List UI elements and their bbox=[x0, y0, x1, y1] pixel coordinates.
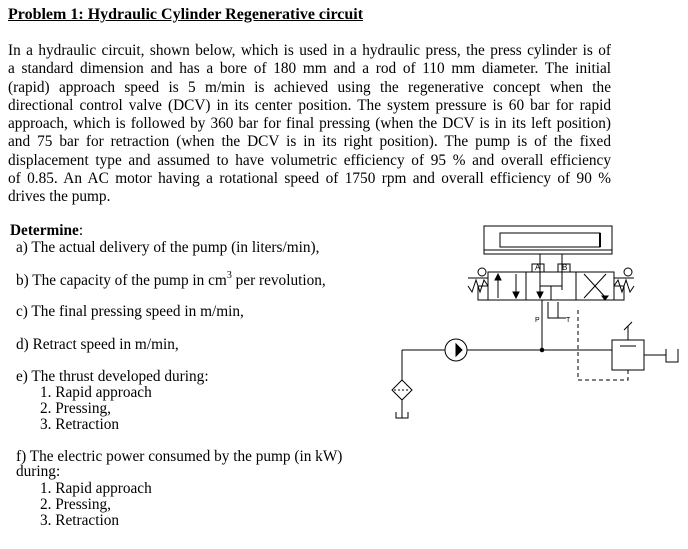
determine-heading: Determine: bbox=[10, 222, 84, 239]
question-f: f) The electric power consumed by the pump (in kW) bbox=[16, 448, 343, 465]
question-e-item: 3. Retraction bbox=[40, 416, 120, 433]
paragraph-line: drives the pump. bbox=[8, 188, 111, 206]
pump bbox=[445, 339, 467, 361]
port-t-label: T bbox=[566, 317, 571, 324]
question-e-item: 1. Rapid approach bbox=[40, 384, 152, 401]
paragraph-line: approach, which is followed by 360 bar for final pressing (when the DCV is in its left position) bbox=[8, 115, 611, 133]
question-e: e) The thrust developed during: bbox=[16, 368, 209, 385]
press-cylinder bbox=[484, 226, 612, 254]
relief-valve bbox=[612, 322, 678, 370]
problem-title: Problem 1: Hydraulic Cylinder Regenerative circuit bbox=[8, 6, 364, 23]
question-f-item: 2. Pressing, bbox=[40, 496, 111, 513]
paragraph-line: displacement type and assumed to have volumetric efficiency of 95 % and overall efficiency bbox=[8, 151, 611, 169]
question-a: a) The actual delivery of the pump (in liters/min), bbox=[16, 239, 320, 256]
question-f-cont: during: bbox=[16, 463, 61, 480]
paragraph-line: and 75 bar for retraction (when the DCV is in its right position). The pump is of the fixed bbox=[8, 133, 611, 151]
question-e-item: 2. Pressing, bbox=[40, 400, 111, 417]
port-p-label: P bbox=[535, 317, 540, 324]
port-a-label: A bbox=[535, 263, 541, 272]
filter bbox=[392, 380, 412, 418]
paragraph-line: (rapid) approach speed is 5 m/min is achieved using the regenerative concept when the bbox=[8, 78, 611, 96]
question-d: d) Retract speed in m/min, bbox=[16, 336, 179, 353]
port-b-label: B bbox=[562, 263, 568, 272]
directional-control-valve bbox=[468, 264, 634, 300]
question-f-item: 3. Retraction bbox=[40, 512, 120, 529]
question-c: c) The final pressing speed in m/min, bbox=[16, 303, 244, 320]
question-b: b) The capacity of the pump in $cm^3$ per revolution, bbox=[16, 270, 326, 289]
paragraph-line: a standard dimension and has a bore of 180 mm and a rod of 110 mm diameter. The initial bbox=[8, 60, 611, 78]
question-f-item: 1. Rapid approach bbox=[40, 480, 152, 497]
paragraph-line: In a hydraulic circuit, shown below, which is used in a hydraulic press, the press cylinder is of bbox=[8, 42, 611, 59]
paragraph-line: of 0.85. An AC motor having a rotational speed of 1750 rpm and overall efficiency of 90 % bbox=[8, 170, 611, 188]
paragraph-line: directional control valve (DCV) in its center position. The system pressure is 60 bar for rapid bbox=[8, 96, 611, 114]
